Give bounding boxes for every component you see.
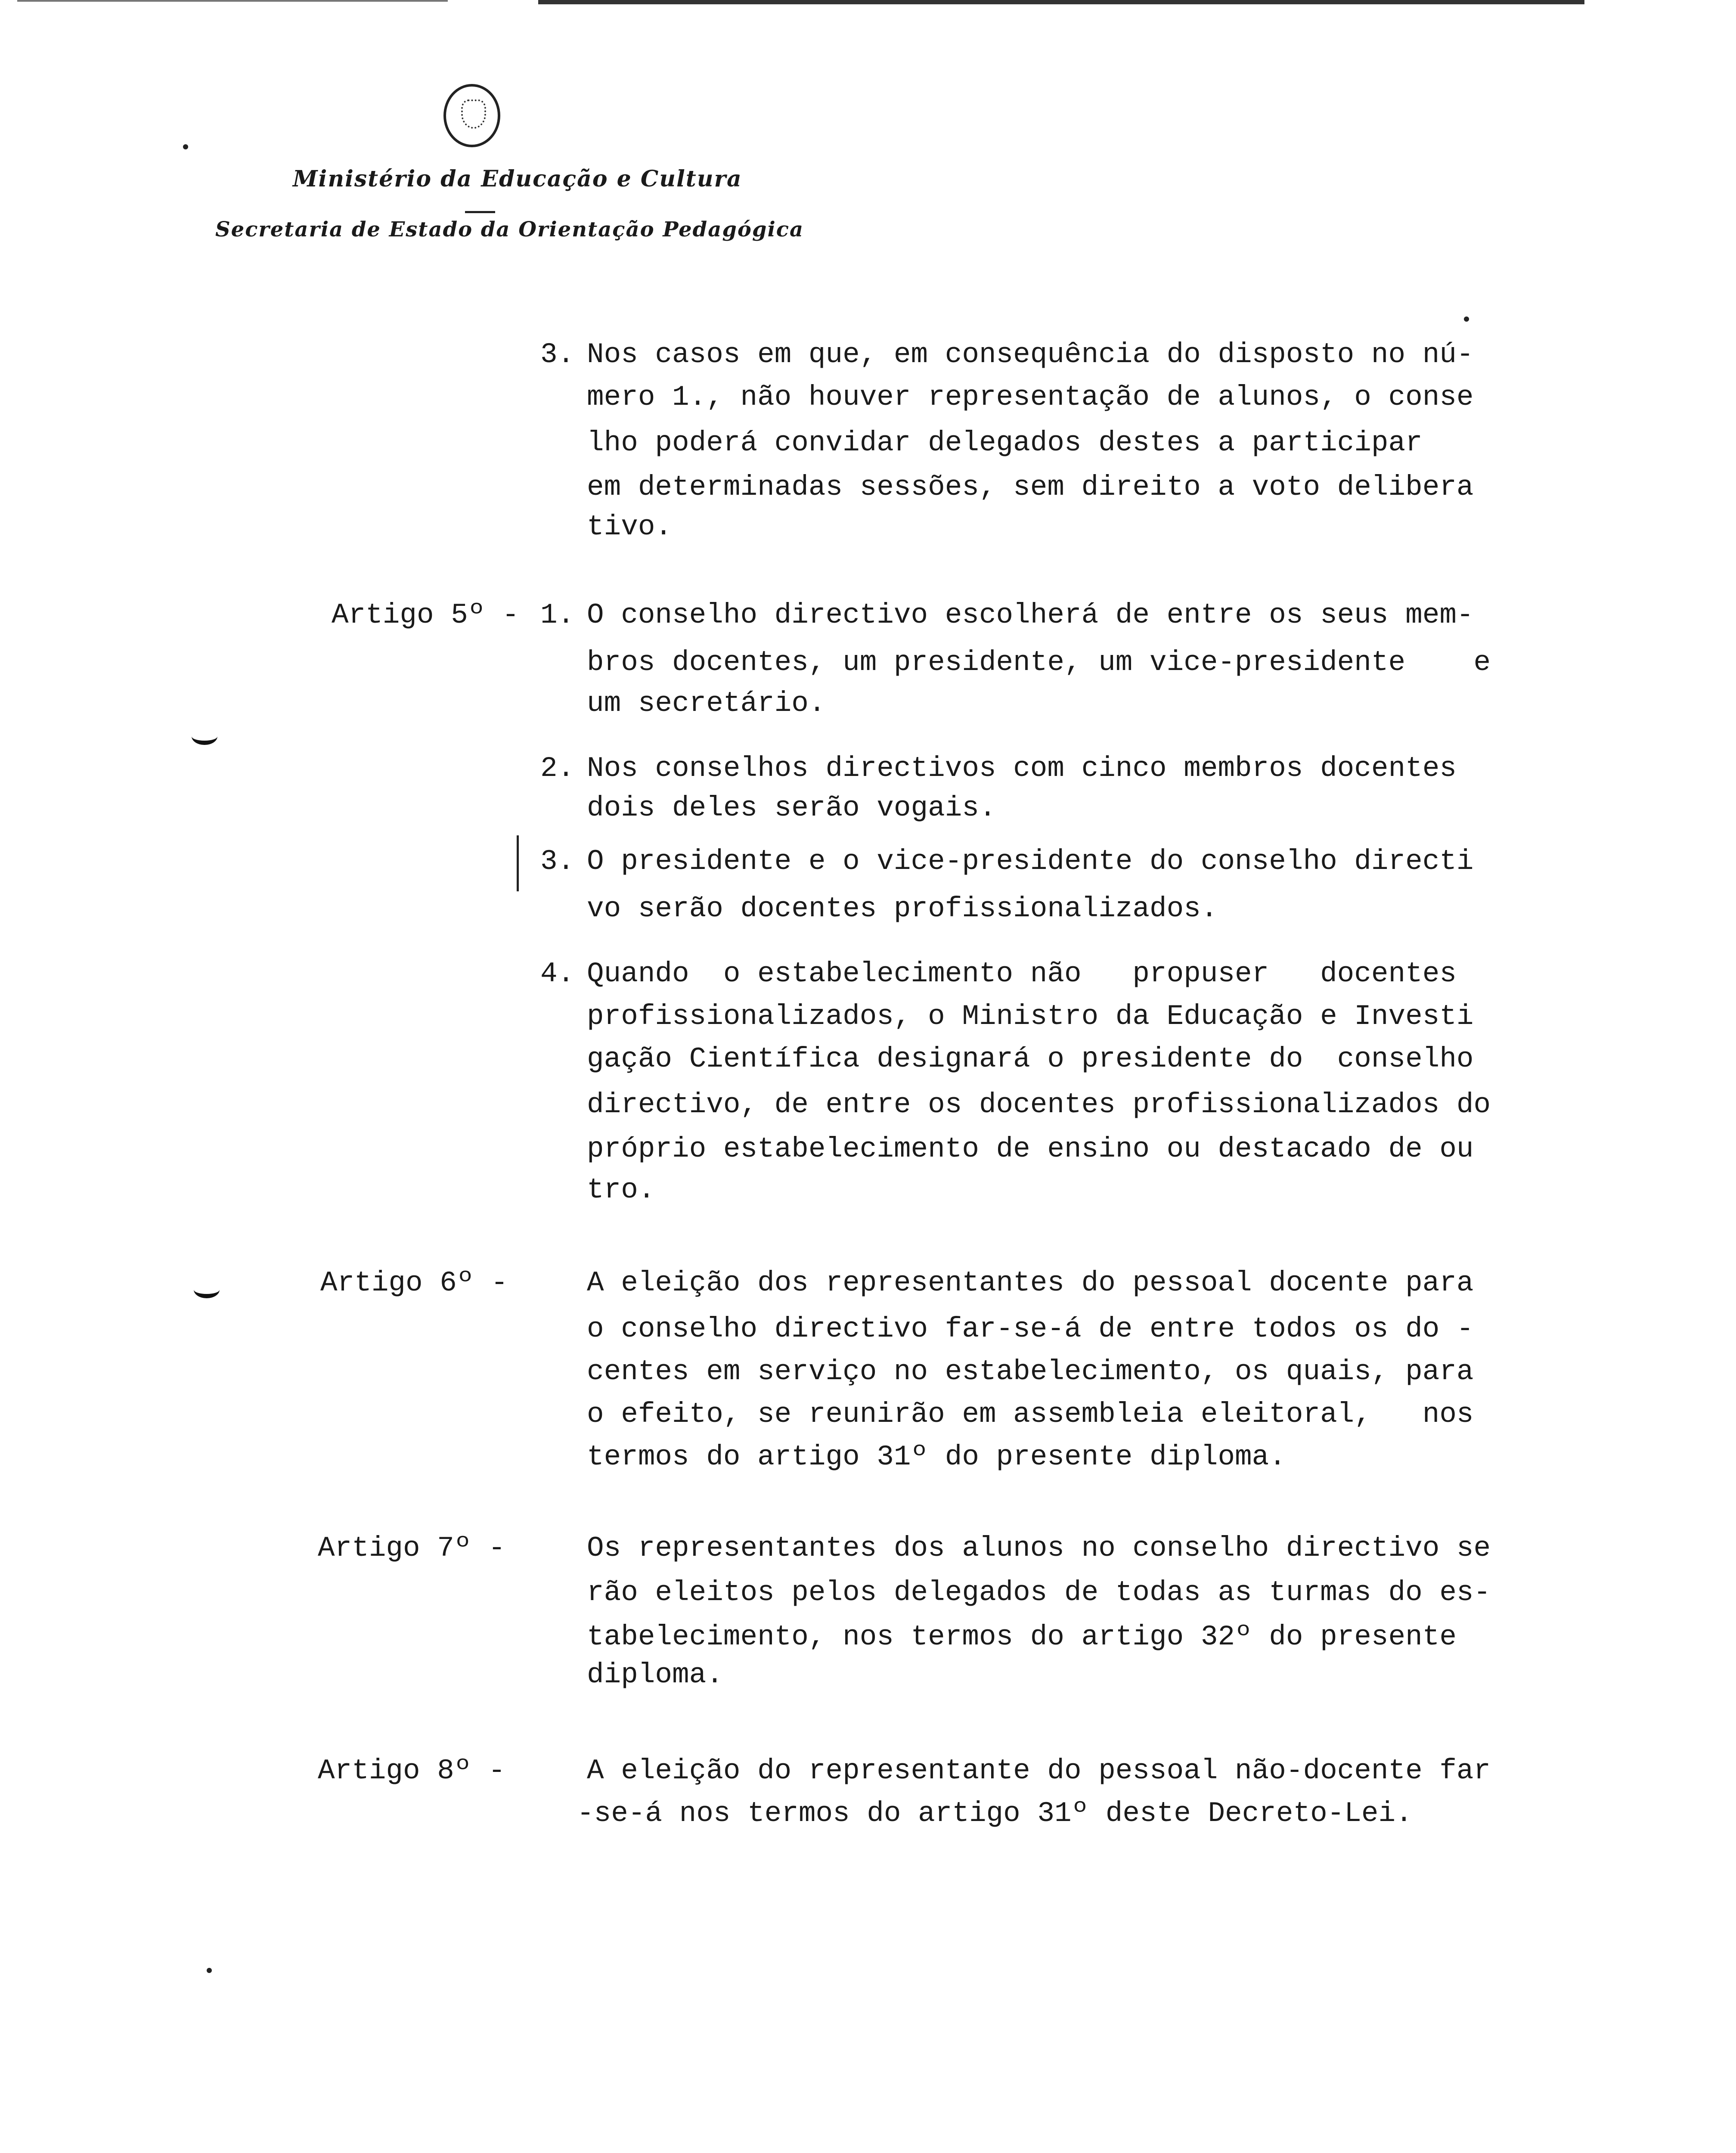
scan-speck: [207, 1968, 212, 1973]
text-line: O conselho directivo escolherá de entre os seus mem-: [587, 599, 1474, 631]
text-line: um secretário.: [587, 687, 826, 720]
item-number: 2.: [540, 752, 575, 785]
text-line: rão eleitos pelos delegados de todas as turmas do es-: [587, 1576, 1491, 1609]
text-line: o conselho directivo far-se-á de entre todos os do -: [587, 1313, 1474, 1345]
text-line: Nos casos em que, em consequência do disposto no nú-: [587, 338, 1474, 371]
text-line: -se-á nos termos do artigo 31º deste Decreto-Lei.: [577, 1797, 1413, 1830]
text-line: próprio estabelecimento de ensino ou destacado de ou: [587, 1133, 1474, 1165]
text-line: Quando o estabelecimento não propuser docentes: [587, 958, 1457, 990]
text-line: tivo.: [587, 511, 673, 543]
text-line: diploma.: [587, 1659, 723, 1691]
text-line: tabelecimento, nos termos do artigo 32º do presente: [587, 1621, 1457, 1653]
text-line: directivo, de entre os docentes profissionalizados do: [587, 1089, 1491, 1121]
margin-bar: [517, 835, 519, 891]
text-line: Nos conselhos directivos com cinco membros docentes: [587, 752, 1457, 785]
text-line: vo serão docentes profissionalizados.: [587, 893, 1218, 925]
article-label: Artigo 6º -: [320, 1267, 508, 1299]
item-number: 4.: [540, 958, 575, 990]
text-line: termos do artigo 31º do presente diploma.: [587, 1441, 1286, 1473]
item-number: 1.: [540, 599, 575, 631]
text-line: tro.: [587, 1174, 655, 1206]
heading-divider: [465, 211, 495, 213]
scan-speck: [183, 144, 188, 149]
text-line: o efeito, se reunirão em assembleia eleitoral, nos: [587, 1398, 1474, 1430]
text-line: lho poderá convidar delegados destes a participar: [587, 427, 1423, 459]
article-label: Artigo 8º -: [318, 1755, 505, 1787]
text-line: mero 1., não houver representação de alunos, o conse: [587, 381, 1474, 413]
text-line: A eleição do representante do pessoal não-docente far: [587, 1755, 1491, 1787]
scan-edge-line: [17, 0, 448, 2]
item-number: 3.: [540, 845, 575, 878]
article-label: Artigo 7º -: [318, 1532, 505, 1564]
text-line: em determinadas sessões, sem direito a voto delibera: [587, 471, 1474, 503]
text-line: A eleição dos representantes do pessoal docente para: [587, 1267, 1474, 1299]
scan-edge-line: [538, 0, 1584, 4]
article-label: Artigo 5º -: [332, 599, 519, 631]
coat-of-arms-emblem-icon: [443, 84, 500, 147]
text-line: Os representantes dos alunos no conselho directivo se: [587, 1532, 1491, 1564]
secretariat-heading: Secretaria de Estado da Orientação Pedagógica: [215, 217, 804, 242]
ministry-heading: Ministério da Educação e Cultura: [293, 166, 742, 192]
scan-speck: [1464, 316, 1469, 322]
item-number: 3.: [540, 338, 575, 371]
text-line: gação Científica designará o presidente do conselho: [587, 1043, 1474, 1075]
text-line: profissionalizados, o Ministro da Educação e Investi: [587, 1000, 1474, 1033]
text-line: bros docentes, um presidente, um vice-presidente e: [587, 646, 1491, 679]
text-line: dois deles serão vogais.: [587, 792, 996, 824]
text-line: centes em serviço no estabelecimento, os quais, para: [587, 1356, 1474, 1388]
margin-mark-icon: [192, 728, 217, 745]
margin-mark-icon: [194, 1281, 220, 1298]
text-line: O presidente e o vice-presidente do conselho directi: [587, 845, 1474, 878]
